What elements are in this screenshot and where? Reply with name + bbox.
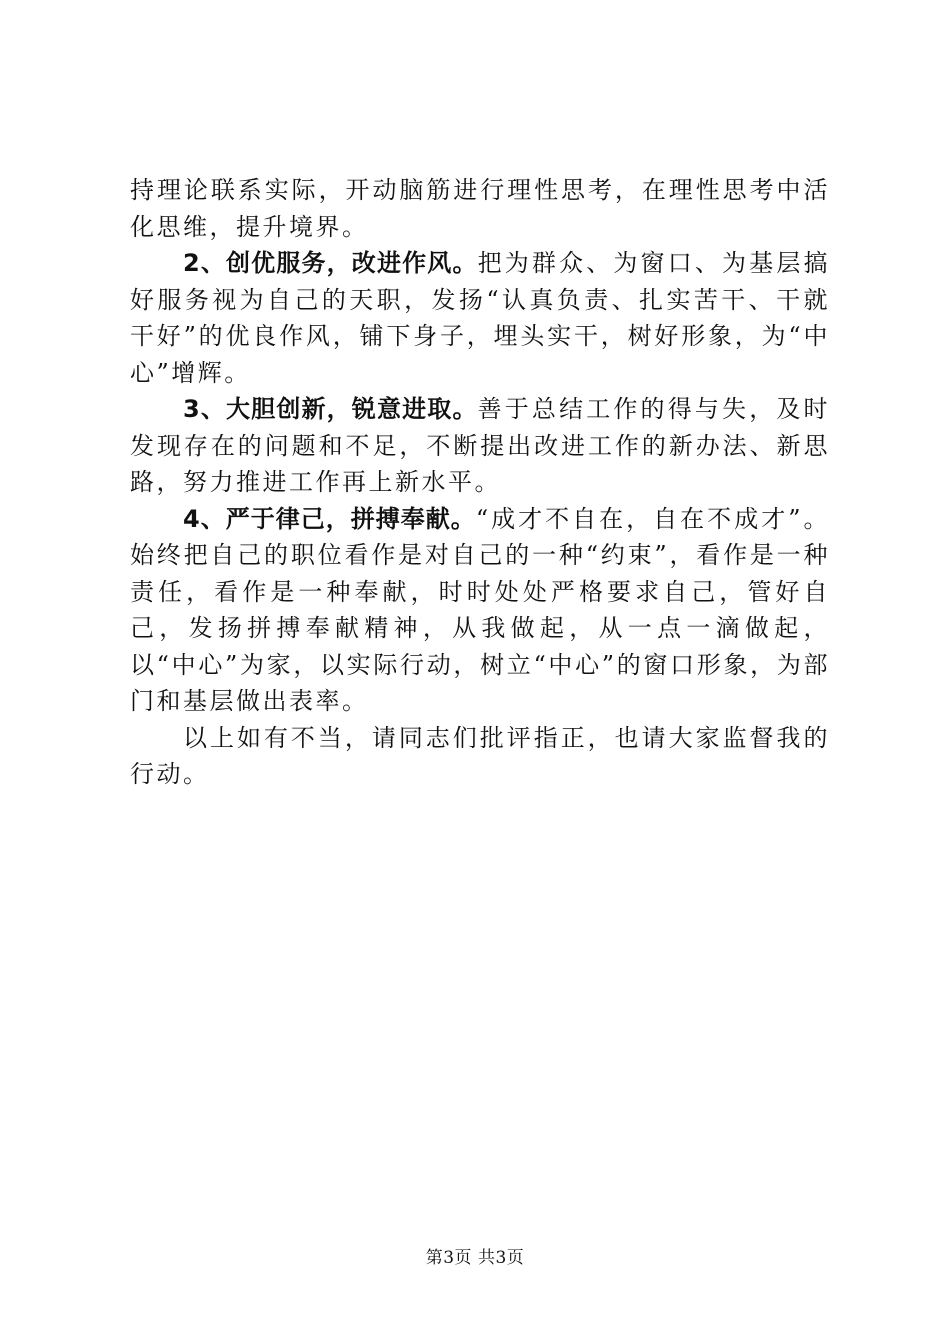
page-footer: 第3页 共3页 [425, 1248, 525, 1268]
paragraph-heading: 2、创优服务，改进作风。 [183, 249, 478, 277]
paragraph-heading: 4、严于律己，拼搏奉献。 [183, 504, 476, 533]
paragraph-heading: 3、大胆创新，锐意进取。 [183, 395, 478, 423]
paragraph-text: 持理论联系实际，开动脑筋进行理性思考，在理性思考中活化思维，提升境界。 [130, 176, 830, 241]
paragraph-text: 以上如有不当，请同志们批评指正，也请大家监督我的行动。 [130, 723, 830, 788]
paragraph-text: 把为群众、为窗口、为基层搞好服务视为自己的天职，发扬“认真负责、扎实苦干、干就干好”的优良作风，铺下身子，埋头实干，树好形象，为“中心”增辉。 [130, 249, 831, 387]
document-body [130, 172, 830, 793]
paragraph-closing [130, 720, 830, 793]
paragraph-text: “成才不自在，自在不成才”。始终把自己的职位看作是对自己的一种“约束”，看作是一种责任，看作是一种奉献，时时处处严格要求自己，管好自己，发扬拼搏奉献精神，从我做起，从一点一滴做起，以“中心”为家，以实际行动，树立“中心”的窗口形象，为部门和基层做出表率。 [130, 504, 830, 715]
paragraph-text: 善于总结工作的得与失，及时发现存在的问题和不足，不断提出改进工作的新办法、新思路，努力推进工作再上新水平。 [130, 395, 831, 496]
paragraph-item-3 [130, 391, 830, 501]
paragraph-continuation [130, 172, 830, 245]
paragraph-item-2 [130, 245, 830, 391]
paragraph-item-4 [130, 501, 830, 720]
